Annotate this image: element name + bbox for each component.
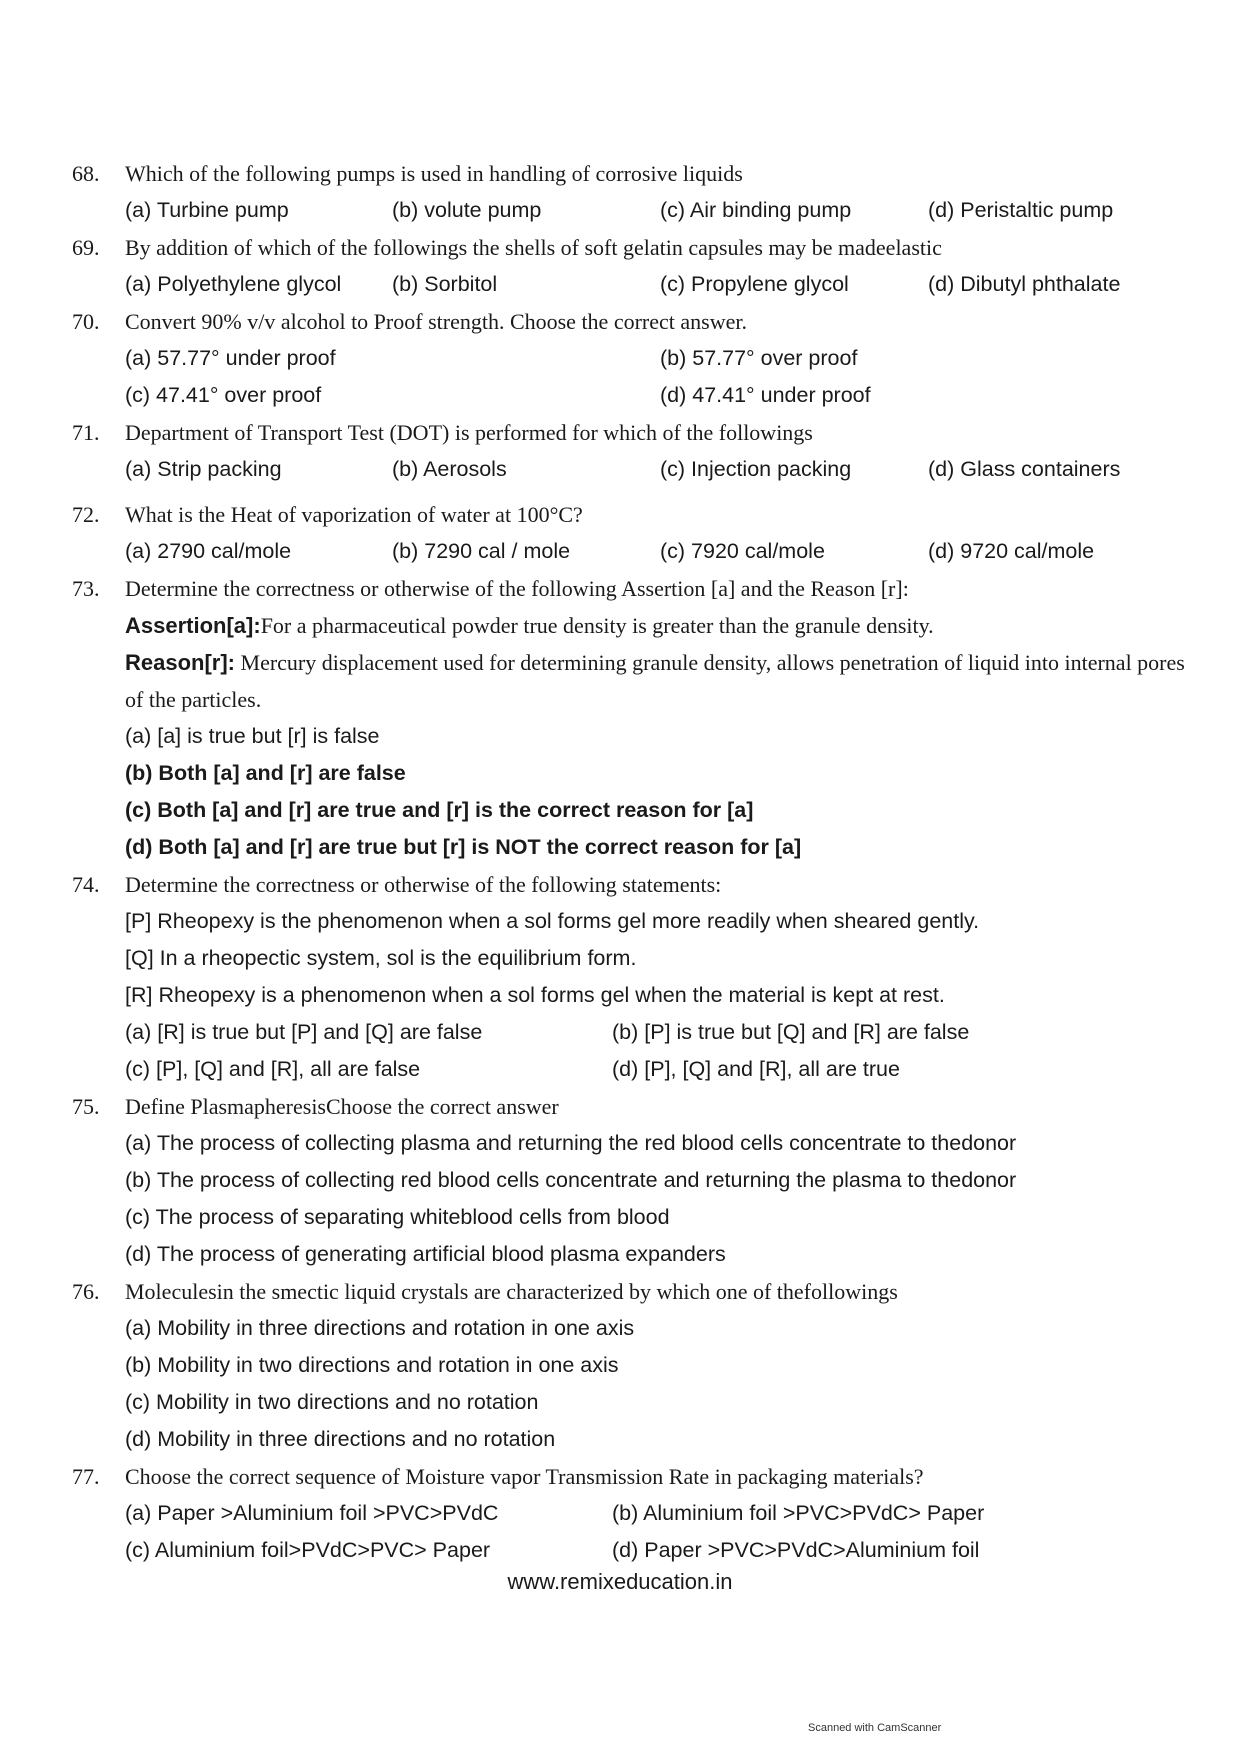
statement-q: [Q] In a rheopectic system, sol is the equilibrium form. bbox=[125, 946, 637, 970]
option-c: (c) The process of separating whiteblood cells from blood bbox=[125, 1205, 670, 1229]
option-b: (b) Both [a] and [r] are false bbox=[125, 761, 406, 785]
option-d: (d) Peristaltic pump bbox=[928, 198, 1114, 222]
question-number: 76. bbox=[72, 1279, 100, 1304]
option-c: (c) [P], [Q] and [R], all are false bbox=[125, 1057, 421, 1081]
option-a: (a) 57.77° under proof bbox=[125, 346, 336, 370]
option-c: (c) Propylene glycol bbox=[660, 272, 849, 296]
statement-r: [R] Rheopexy is a phenomenon when a sol forms gel when the material is kept at rest. bbox=[125, 983, 945, 1007]
option-d: (d) The process of generating artificial blood plasma expanders bbox=[125, 1242, 726, 1266]
scanner-watermark: Scanned with CamScanner bbox=[808, 1722, 942, 1734]
question-number: 74. bbox=[72, 872, 100, 897]
option-d: (d) Both [a] and [r] are true but [r] is NOT the correct reason for [a] bbox=[125, 835, 802, 859]
option-a: (a) 2790 cal/mole bbox=[125, 539, 292, 563]
option-c: (c) Both [a] and [r] are true and [r] is the correct reason for [a] bbox=[125, 798, 754, 822]
reason-label: Reason[r]: bbox=[125, 650, 236, 675]
reason-text: Mercury displacement used for determining granule density, allows penetration of liquid into internal pores of the particles. bbox=[125, 650, 1185, 712]
option-c: (c) Mobility in two directions and no rotation bbox=[125, 1390, 539, 1414]
option-a: (a) The process of collecting plasma and returning the red blood cells concentrate to thedonor bbox=[125, 1131, 1017, 1155]
option-c: (c) Aluminium foil>PVdC>PVC> Paper bbox=[125, 1538, 491, 1562]
question-text: Determine the correctness or otherwise of the following statements: bbox=[125, 872, 722, 897]
option-d: (d) 47.41° under proof bbox=[660, 383, 871, 407]
question-text: What is the Heat of vaporization of water at 100°C? bbox=[125, 502, 583, 527]
option-c: (c) 7920 cal/mole bbox=[660, 539, 825, 563]
option-d: (d) Glass containers bbox=[928, 457, 1121, 481]
question-text: Moleculesin the smectic liquid crystals are characterized by which one of thefollowings bbox=[125, 1279, 898, 1304]
option-d: (d) Mobility in three directions and no rotation bbox=[125, 1427, 556, 1451]
question-number: 75. bbox=[72, 1094, 100, 1119]
assertion-label: Assertion[a]: bbox=[125, 613, 261, 638]
option-d: (d) Dibutyl phthalate bbox=[928, 272, 1121, 296]
question-text: Choose the correct sequence of Moisture vapor Transmission Rate in packaging materials? bbox=[125, 1464, 924, 1489]
question-text: By addition of which of the followings the shells of soft gelatin capsules may be madeelastic bbox=[125, 235, 942, 260]
question-text: Which of the following pumps is used in handling of corrosive liquids bbox=[125, 161, 743, 186]
question-number: 73. bbox=[72, 576, 100, 601]
statement-p: [P] Rheopexy is the phenomenon when a sol forms gel more readily when sheared gently. bbox=[125, 909, 980, 933]
option-a: (a) [a] is true but [r] is false bbox=[125, 724, 380, 748]
option-b: (b) Aerosols bbox=[392, 457, 507, 481]
question-text: Determine the correctness or otherwise of the following Assertion [a] and the Reason [r]: bbox=[125, 576, 909, 601]
option-b: (b) Mobility in two directions and rotation in one axis bbox=[125, 1353, 619, 1377]
question-number: 70. bbox=[72, 309, 100, 334]
option-a: (a) Mobility in three directions and rotation in one axis bbox=[125, 1316, 635, 1340]
option-c: (c) Air binding pump bbox=[660, 198, 852, 222]
question-number: 68. bbox=[72, 161, 100, 186]
option-d: (d) 9720 cal/mole bbox=[928, 539, 1095, 563]
option-b: (b) [P] is true but [Q] and [R] are false bbox=[612, 1020, 970, 1044]
assertion bbox=[125, 607, 1185, 644]
option-a: (a) Polyethylene glycol bbox=[125, 272, 342, 296]
question-number: 77. bbox=[72, 1464, 100, 1489]
question-text: Define PlasmapheresisChoose the correct answer bbox=[125, 1094, 559, 1119]
option-c: (c) Injection packing bbox=[660, 457, 852, 481]
question-number: 72. bbox=[72, 502, 100, 527]
option-b: (b) volute pump bbox=[392, 198, 542, 222]
option-b: (b) 57.77° over proof bbox=[660, 346, 858, 370]
option-a: (a) Turbine pump bbox=[125, 198, 289, 222]
option-b: (b) 7290 cal / mole bbox=[392, 539, 571, 563]
option-a: (a) [R] is true but [P] and [Q] are false bbox=[125, 1020, 483, 1044]
question-text: Convert 90% v/v alcohol to Proof strength. Choose the correct answer. bbox=[125, 309, 747, 334]
question-number: 71. bbox=[72, 420, 100, 445]
option-a: (a) Strip packing bbox=[125, 457, 282, 481]
assertion-text: For a pharmaceutical powder true density is greater than the granule density. bbox=[260, 613, 934, 638]
question-number: 69. bbox=[72, 235, 100, 260]
website-url: www.remixeducation.in bbox=[507, 1569, 733, 1594]
option-b: (b) Sorbitol bbox=[392, 272, 498, 296]
option-a: (a) Paper >Aluminium foil >PVC>PVdC bbox=[125, 1501, 499, 1525]
option-c: (c) 47.41° over proof bbox=[125, 383, 322, 407]
option-b: (b) Aluminium foil >PVC>PVdC> Paper bbox=[612, 1501, 985, 1525]
question-text: Department of Transport Test (DOT) is performed for which of the followings bbox=[125, 420, 813, 445]
option-b: (b) The process of collecting red blood cells concentrate and returning the plasma to thedonor bbox=[125, 1168, 1017, 1192]
option-d: (d) Paper >PVC>PVdC>Aluminium foil bbox=[612, 1538, 980, 1562]
option-d: (d) [P], [Q] and [R], all are true bbox=[612, 1057, 900, 1081]
reason bbox=[125, 644, 1185, 718]
